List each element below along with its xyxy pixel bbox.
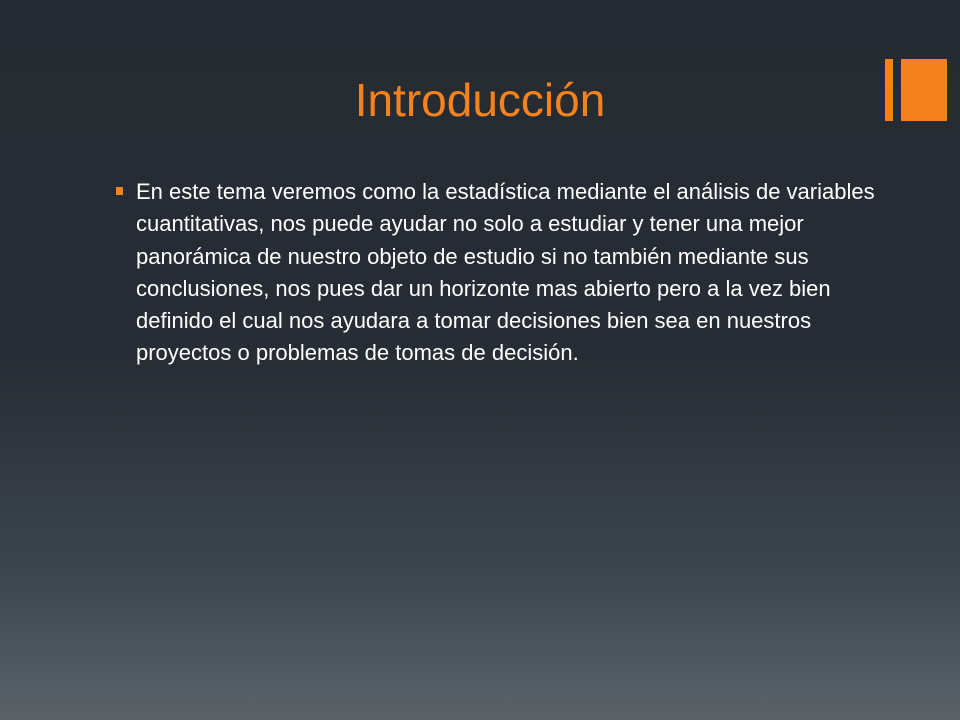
bullet-item: [116, 176, 876, 370]
bullet-list: [116, 176, 876, 370]
square-bullet-icon: [116, 187, 123, 195]
slide-title: Introducción: [354, 74, 606, 126]
bullet-text: En este tema veremos como la estadística mediante el análisis de variables cuantitativas, nos puede ayudar no solo a estudiar y tener una mejor panorámica de nuestro objeto de estudio si no también mediante sus conclusiones, nos pues dar un horizonte mas abierto pero a la vez bien definido el cual nos ayudara a tomar decisiones bien sea en nuestros proyectos o problemas de tomas de decisión.: [136, 179, 875, 366]
